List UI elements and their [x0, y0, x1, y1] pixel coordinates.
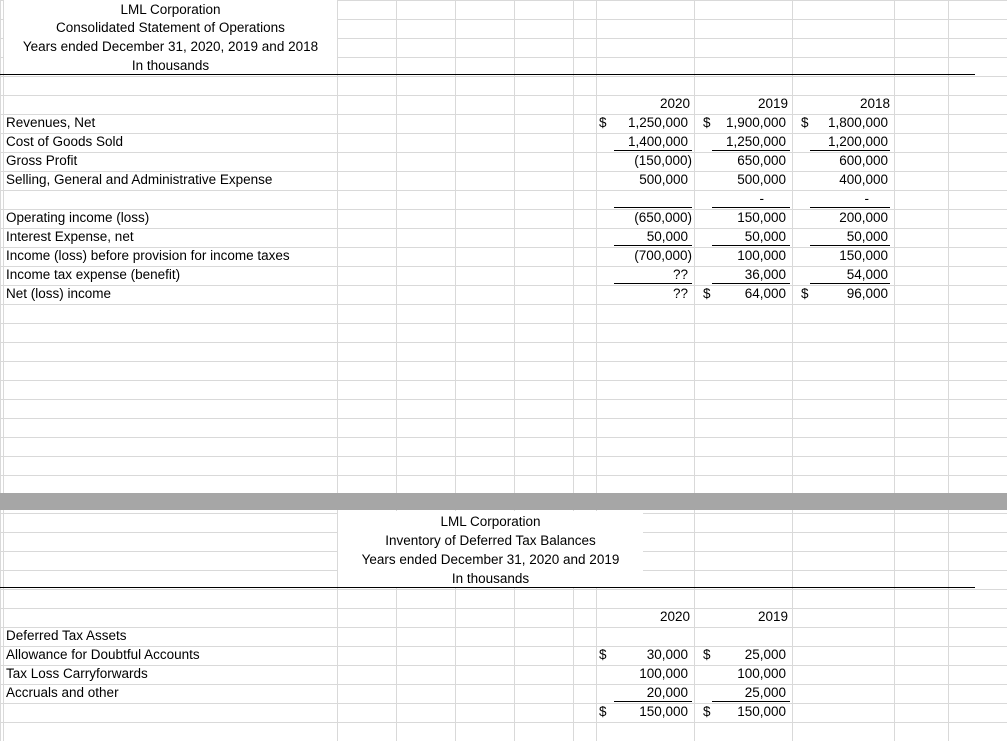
subtotal-underline: [810, 283, 890, 284]
grid-line: [948, 0, 949, 741]
grid-line: [455, 0, 456, 741]
value-cell: 50,000: [646, 229, 688, 244]
statement-name-title: Consolidated Statement of Operations: [56, 20, 285, 35]
row-label: Selling, General and Administrative Expense: [6, 172, 273, 187]
section-label: Deferred Tax Assets: [6, 628, 127, 643]
value-cell: 25,000: [744, 647, 786, 662]
subtotal-underline: [614, 150, 692, 151]
row-label: Operating income (loss): [6, 210, 150, 225]
value-cell: 150,000: [737, 210, 786, 225]
value-cell: 150,000: [839, 248, 888, 263]
subtotal-underline: [810, 245, 890, 246]
value-cell: 54,000: [846, 267, 888, 282]
subtotal-underline: [810, 150, 890, 151]
value-cell: 200,000: [839, 210, 888, 225]
currency-symbol: $: [599, 115, 607, 130]
value-cell: 1,250,000: [725, 134, 786, 149]
deferred-units-title: In thousands: [451, 571, 530, 586]
grid-line: [514, 0, 515, 741]
value-cell: 600,000: [839, 153, 888, 168]
value-cell: 25,000: [744, 685, 786, 700]
row-label: Accruals and other: [6, 685, 119, 700]
dash-cell: -: [864, 191, 869, 206]
currency-symbol: $: [599, 647, 607, 662]
grid-line: [396, 0, 397, 741]
dash-cell: -: [759, 191, 764, 206]
grid-line: [573, 0, 574, 741]
statement-company-title: LML Corporation: [120, 2, 221, 17]
value-cell: (650,000): [634, 210, 692, 225]
subtotal-underline: [614, 245, 692, 246]
grid-line: [3, 0, 4, 741]
statement-period-title: Years ended December 31, 2020, 2019 and 2018: [22, 39, 319, 54]
value-cell: 100,000: [639, 666, 688, 681]
deferred-name-title: Inventory of Deferred Tax Balances: [385, 533, 596, 548]
currency-symbol: $: [703, 115, 711, 130]
deferred-year-header: 2019: [757, 609, 788, 624]
value-cell: 1,800,000: [827, 115, 888, 130]
deferred-year-header: 2020: [659, 609, 690, 624]
currency-symbol: $: [801, 286, 809, 301]
value-cell: ??: [672, 267, 688, 282]
value-cell: (700,000): [634, 248, 692, 263]
title-bottom-border: [0, 74, 975, 75]
total-cell: 150,000: [639, 704, 688, 719]
statement-year-header: 2019: [757, 96, 788, 111]
subtotal-underline: [712, 150, 790, 151]
row-label: Net (loss) income: [6, 286, 112, 301]
subtotal-underline: [712, 283, 790, 284]
statement-year-header: 2018: [859, 96, 890, 111]
row-label: Gross Profit: [6, 153, 78, 168]
grid-line: [337, 0, 338, 741]
row-label: Cost of Goods Sold: [6, 134, 124, 149]
value-cell: 50,000: [744, 229, 786, 244]
value-cell: 1,200,000: [827, 134, 888, 149]
grid-line: [894, 0, 895, 741]
deferred-company-title: LML Corporation: [440, 514, 541, 529]
row-label: Income tax expense (benefit): [6, 267, 181, 282]
currency-symbol: $: [703, 647, 711, 662]
total-cell: 150,000: [737, 704, 786, 719]
currency-symbol: $: [801, 115, 809, 130]
statement-year-header: 2020: [659, 96, 690, 111]
statement-units-title: In thousands: [131, 58, 210, 73]
value-cell: 64,000: [744, 286, 786, 301]
value-cell: 1,250,000: [627, 115, 688, 130]
subtotal-underline: [712, 245, 790, 246]
value-cell: 1,400,000: [627, 134, 688, 149]
value-cell: ??: [672, 286, 688, 301]
value-cell: 100,000: [737, 248, 786, 263]
value-cell: 30,000: [646, 647, 688, 662]
row-label: Interest Expense, net: [6, 229, 134, 244]
row-label: Income (loss) before provision for income taxes: [6, 248, 290, 263]
currency-symbol: $: [599, 704, 607, 719]
value-cell: (150,000): [634, 153, 692, 168]
value-cell: 20,000: [646, 685, 688, 700]
subtotal-underline: [614, 283, 692, 284]
currency-symbol: $: [703, 704, 711, 719]
value-cell: 500,000: [737, 172, 786, 187]
subtotal-underline: [712, 701, 790, 702]
currency-symbol: $: [703, 286, 711, 301]
value-cell: 500,000: [639, 172, 688, 187]
subtotal-underline: [712, 207, 790, 208]
title-bottom-border: [0, 587, 975, 588]
deferred-period-title: Years ended December 31, 2020 and 2019: [361, 552, 620, 567]
row-label: Tax Loss Carryforwards: [6, 666, 148, 681]
value-cell: 650,000: [737, 153, 786, 168]
value-cell: 50,000: [846, 229, 888, 244]
value-cell: 400,000: [839, 172, 888, 187]
section-separator-band: [0, 493, 1007, 510]
subtotal-underline: [810, 207, 890, 208]
subtotal-underline: [614, 701, 692, 702]
subtotal-underline: [614, 207, 692, 208]
value-cell: 1,900,000: [725, 115, 786, 130]
value-cell: 100,000: [737, 666, 786, 681]
row-label: Allowance for Doubtful Accounts: [6, 647, 200, 662]
row-label: Revenues, Net: [6, 115, 96, 130]
value-cell: 36,000: [744, 267, 786, 282]
value-cell: 96,000: [846, 286, 888, 301]
